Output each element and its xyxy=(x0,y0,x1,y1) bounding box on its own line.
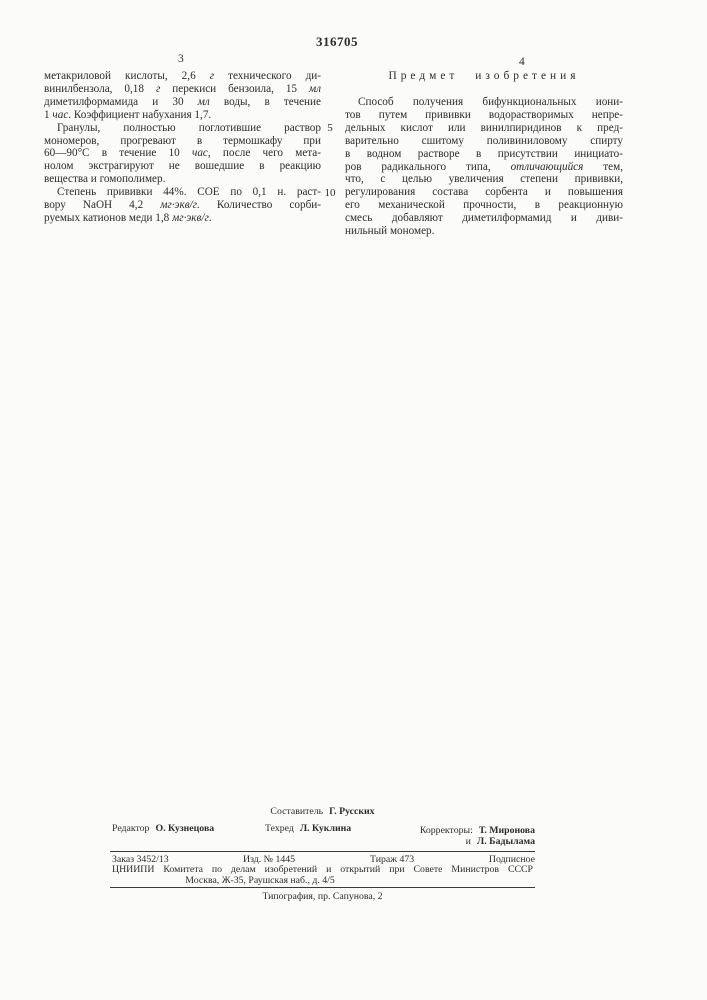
text-line xyxy=(345,148,623,161)
techred-role: Техред xyxy=(265,823,294,834)
text-run: смесь добавляют диметилформамид и диви- xyxy=(345,212,623,225)
text-line xyxy=(44,147,321,160)
text-run: мономеров, прогревают в термошкафу при xyxy=(44,134,321,147)
text-run: метакриловой кислоты, 2,6 xyxy=(44,70,210,82)
text-run: перекиси бензоила, 15 xyxy=(160,82,309,95)
text-line xyxy=(345,173,623,186)
editor-role: Редактор xyxy=(112,823,150,834)
text-run: 60—90°С в течение 10 xyxy=(44,147,192,160)
text-run: вещества и гомополимер. xyxy=(44,173,166,186)
italic-text-run: мл xyxy=(308,82,322,95)
correctors-line-1 xyxy=(420,826,535,837)
italic-text-run: мл xyxy=(197,95,210,108)
right-column-text xyxy=(345,96,623,238)
italic-text-run: час xyxy=(191,147,208,160)
corrector-name-2: Л. Бадылама xyxy=(476,835,535,847)
correctors-conjunction: и xyxy=(465,835,471,847)
italic-text-run: мг·экв/г xyxy=(160,199,198,212)
text-run: варительно сшитому поливиниловому спирту xyxy=(345,134,623,147)
gutter-line-number-10: 10 xyxy=(324,187,336,199)
text-run: в водном растворе в присутствии инициато- xyxy=(345,147,623,160)
left-column-text xyxy=(44,70,321,225)
text-run: воды, в течение xyxy=(209,95,321,108)
corrector-name-1: Т. Миронова xyxy=(478,825,535,836)
text-line xyxy=(44,96,321,109)
gutter-line-number-5: 5 xyxy=(327,122,333,134)
publisher-address: Москва, Ж-35, Раушская наб., д. 4/5 xyxy=(185,875,335,886)
patent-number: 316705 xyxy=(316,34,358,49)
text-run: нолом экстрагируют не вошедшие в реакцию xyxy=(44,160,321,173)
text-run: . Количество сорби- xyxy=(197,199,321,212)
credits-row xyxy=(110,821,535,851)
correctors-role: Корректоры: xyxy=(419,825,473,836)
text-run: винилбензола, 0,18 xyxy=(44,82,156,95)
text-run: тов путем прививки водорастворимых непре- xyxy=(345,108,623,121)
text-line xyxy=(345,225,623,238)
column-number-right: 4 xyxy=(519,56,525,68)
divider-rule-top xyxy=(110,851,535,852)
divider-rule-bottom xyxy=(110,887,535,888)
text-line xyxy=(44,109,321,122)
techred-credit xyxy=(265,823,351,834)
text-run: диметилформамида и 30 xyxy=(44,95,198,108)
text-line xyxy=(44,199,321,212)
text-run: вору NaOH 4,2 xyxy=(44,199,161,212)
imprint-footer xyxy=(110,806,535,916)
subscription-label: Подписное xyxy=(488,854,535,865)
text-run: ров радикального типа, xyxy=(345,160,511,173)
text-line xyxy=(345,135,623,148)
text-run: , после чего мета- xyxy=(207,147,321,160)
correctors-line-2 xyxy=(420,837,535,848)
text-run: Гранулы, полностью поглотившие раствор xyxy=(57,121,321,134)
text-run: регулирования состава сорбента и повышения xyxy=(345,186,623,199)
italic-text-run: г xyxy=(209,70,215,82)
edition-number: Изд. № 1445 xyxy=(243,854,296,865)
text-line xyxy=(345,212,623,225)
text-line xyxy=(44,160,321,173)
editor-name: О. Кузнецова xyxy=(155,823,215,834)
text-line xyxy=(44,173,321,186)
text-line xyxy=(44,212,321,225)
text-line xyxy=(44,70,321,83)
composer-role: Составитель xyxy=(270,806,324,817)
composer-name: Г. Русских xyxy=(329,806,375,817)
text-run: его механической прочности, в реакционную xyxy=(345,199,623,212)
text-line xyxy=(345,161,623,174)
text-run: Способ получения бифункциональных иони- xyxy=(358,96,623,108)
editor-credit xyxy=(112,823,214,834)
publisher-line: ЦНИИПИ Комитета по делам изобретений и открытий при Совете Министров СССР xyxy=(112,864,533,875)
typography-line: Типография, пр. Сапунова, 2 xyxy=(262,891,383,902)
right-column xyxy=(345,70,623,238)
text-line xyxy=(345,199,623,212)
italic-text-run: мг·экв/г xyxy=(172,211,209,224)
text-line xyxy=(345,96,623,109)
text-run: что, с целью увеличения степени прививки, xyxy=(345,173,623,186)
correctors-credit xyxy=(420,826,535,847)
italic-text-run: г xyxy=(155,82,161,95)
section-heading: Предмет изобретения xyxy=(388,70,580,82)
techred-name: Л. Куклина xyxy=(299,823,352,834)
text-line xyxy=(44,83,321,96)
composer-credit xyxy=(110,806,535,817)
text-run: тем, xyxy=(583,160,623,173)
print-run: Тираж 473 xyxy=(370,854,415,865)
text-line xyxy=(345,122,623,135)
text-run: руемых катионов меди 1,8 xyxy=(44,211,173,224)
text-line xyxy=(44,135,321,148)
text-line xyxy=(44,122,321,135)
text-line xyxy=(44,186,321,199)
text-run: дельных кислот или винилпиридинов к пред- xyxy=(345,121,623,134)
text-run: . xyxy=(208,211,212,224)
italic-text-run: отличающийся xyxy=(510,160,584,173)
order-number: Заказ 3452/13 xyxy=(112,854,169,865)
text-run: Степень прививки 44%. СОЕ по 0,1 н. раст- xyxy=(57,186,321,199)
text-run: 1 xyxy=(44,108,53,121)
text-line xyxy=(345,186,623,199)
text-run: технического ди- xyxy=(214,70,321,82)
text-run: нильный мономер. xyxy=(345,225,435,238)
text-line xyxy=(345,109,623,122)
text-run: . Коэффициент набухания 1,7. xyxy=(68,108,212,121)
italic-text-run: час xyxy=(52,108,69,121)
column-number-left: 3 xyxy=(178,53,184,65)
